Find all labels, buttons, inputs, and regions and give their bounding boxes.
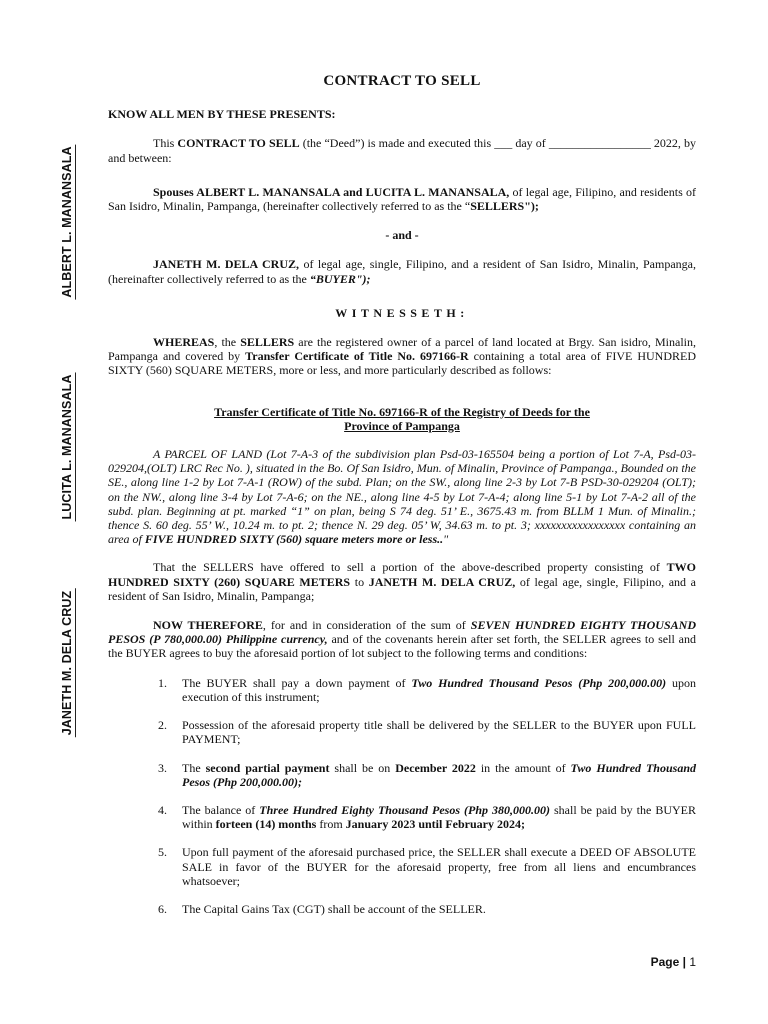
intro-paragraph: This CONTRACT TO SELL (the “Deed”) is made and executed this ___ day of _________________ 2022, by and between: bbox=[108, 136, 696, 165]
document-body bbox=[108, 74, 696, 930]
condition-item: 5. Upon full payment of the aforesaid purchased price, the SELLER shall execute a DEED OF ABSOLUTE SALE in favor of the BUYER for the aforesaid property, free from all liens and encumbrances whatsoever; bbox=[158, 845, 696, 888]
page-number: 1 bbox=[689, 955, 696, 969]
condition-item: 2. Possession of the aforesaid property title shall be delivered by the SELLER to the BUYER upon FULL PAYMENT; bbox=[158, 718, 696, 747]
page-footer: Page | 1 bbox=[650, 955, 696, 969]
conditions-list bbox=[108, 676, 696, 916]
condition-item: 6. The Capital Gains Tax (CGT) shall be account of the SELLER. bbox=[158, 901, 486, 916]
margin-signature-lucita: LUCITA L. MANANSALA bbox=[60, 374, 74, 520]
sellers-paragraph: Spouses ALBERT L. MANANSALA and LUCITA L. MANANSALA, of legal age, Filipino, and residents of San Isidro, Minalin, Pampanga, (hereinafter collectively referred to as the “SELLERS"); bbox=[108, 184, 696, 214]
whereas-paragraph: WHEREAS, the SELLERS are the registered owner of a parcel of land located at Brgy. San isidro, Minalin, Pampanga and covered by Transfer Certificate of Title No. 697166-R containing a total area of FIVE HUNDRED SIXTY (560) SQUARE METERS, more or less, and more particularly described as follows: bbox=[108, 335, 697, 378]
parcel-description: A PARCEL OF LAND (Lot 7-A-3 of the subdivision plan Psd-03-165504 being a portion of Lot 7-A, Psd-03-029204,(OLT) LRC Rec No. ), situated in the Bo. Of San Isidro, Mun. of Minalin, Province of Pampanga., Bounded on the SE., along line 1-2 by Lot 7-A-1 (ROW) of the subd. Plan; on the SW., along line 2-3 by Lot 7-B PSD-30-029204 (OLT); on the NW., along line 3-4 by Lot 7-A-6; on the NE., along line 4-5 by Lot 7-A-4; along line 5-1 by Lot 7-A-2 all of the subd. plan. Beginning at pt. marked “1” on plan, being S 74 deg. 51’ E., 3675.43 m. from BLLM 1 Mun. of Minalin.; thence S. 60 deg. 55’ W., 10.24 m. to pt. 2; thence N. 29 deg. 05’ W, 34.63 m. to pt. 3; xxxxxxxxxxxxxxxxx containing an area of FIVE HUNDRED SIXTY (560) square meters more or less.." bbox=[108, 447, 696, 547]
know-all-heading: KNOW ALL MEN BY THESE PRESENTS: bbox=[108, 107, 336, 122]
margin-signature-janeth: JANETH M. DELA CRUZ bbox=[60, 590, 74, 736]
margin-signature-albert: ALBERT L. MANANSALA bbox=[60, 146, 74, 298]
now-therefore-paragraph: NOW THEREFORE, for and in consideration of the sum of SEVEN HUNDRED EIGHTY THOUSAND PESOS (P 780,000.00) Philippine currency, and of the covenants herein after set forth, the SELLER agrees to sell and the BUYER agrees to buy the aforesaid portion of lot subject to the following terms and conditions: bbox=[108, 618, 696, 661]
offer-paragraph: That the SELLERS have offered to sell a portion of the above-described property consisting of TWO HUNDRED SIXTY (260) SQUARE METERS to JANETH M. DELA CRUZ, of legal age, single, Filipino, and a resident of San Isidro, Minalin, Pampanga; bbox=[108, 560, 696, 603]
condition-item: 1. The BUYER shall pay a down payment of Two Hundred Thousand Pesos (Php 200,000.00) upon execution of this instrument; bbox=[158, 675, 696, 704]
witnesseth-heading: WITNESSETH: bbox=[335, 305, 469, 320]
condition-item: 3. The second partial payment shall be on December 2022 in the amount of Two Hundred Thousand Pesos (Php 200,000.00); bbox=[158, 760, 697, 789]
tct-heading: Transfer Certificate of Title No. 697166-R of the Registry of Deeds for the Province of Pampanga bbox=[214, 404, 590, 433]
and-separator: - and - bbox=[385, 228, 419, 243]
condition-item: 4. The balance of Three Hundred Eighty Thousand Pesos (Php 380,000.00) shall be paid by the BUYER within forteen (14) months from January 2023 until February 2024; bbox=[158, 802, 696, 832]
document-title: CONTRACT TO SELL bbox=[323, 73, 481, 89]
buyer-paragraph: JANETH M. DELA CRUZ, of legal age, single, Filipino, and a resident of San Isidro, Minalin, Pampanga, (hereinafter collectively referred to as the “BUYER"); bbox=[108, 257, 696, 286]
